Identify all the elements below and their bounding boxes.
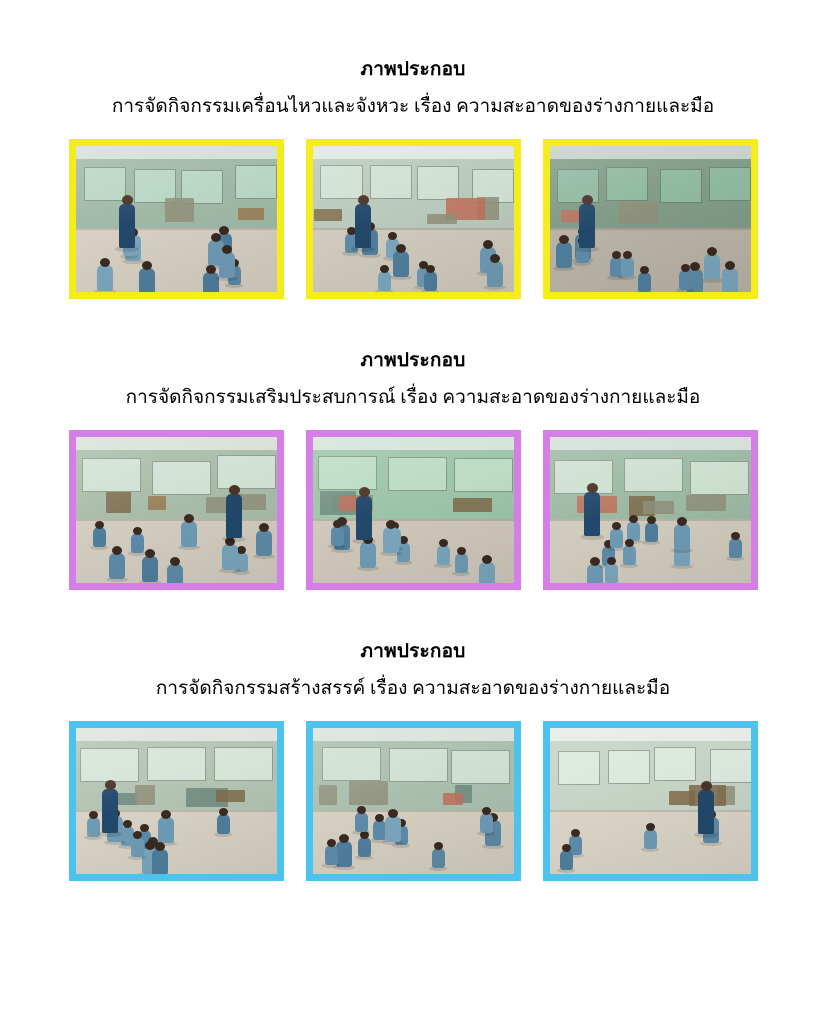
- photo-highlight: [550, 728, 751, 874]
- photo-row: [60, 139, 766, 299]
- photo-highlight: [550, 146, 751, 292]
- photo-frame: [69, 139, 284, 299]
- photo-frame: [543, 721, 758, 881]
- section-movement-rhythm: [60, 56, 766, 299]
- section-subtitle: การจัดกิจกรรมสร้างสรรค์ เรื่อง ความสะอาดของร่างกายและมือ: [155, 677, 671, 699]
- photo-highlight: [76, 437, 277, 583]
- photo-row: [60, 721, 766, 881]
- photo-image: [550, 728, 751, 874]
- photo-highlight: [550, 437, 751, 583]
- photo-image: [76, 146, 277, 292]
- photo-frame: [306, 721, 521, 881]
- photo-image: [76, 728, 277, 874]
- section-creative: [60, 638, 766, 881]
- photo-image: [550, 146, 751, 292]
- section-subtitle: การจัดกิจกรรมเครื่อนไหวและจังหวะ เรื่อง ความสะอาดของร่างกายและมือ: [111, 95, 715, 117]
- photo-image: [313, 728, 514, 874]
- photo-image: [76, 437, 277, 583]
- photo-frame: [69, 430, 284, 590]
- photo-image: [550, 437, 751, 583]
- photo-highlight: [313, 728, 514, 874]
- section-experience: [60, 347, 766, 590]
- photo-frame: [306, 430, 521, 590]
- photo-frame: [543, 430, 758, 590]
- section-title: ภาพประกอบ: [360, 641, 466, 662]
- photo-image: [313, 437, 514, 583]
- photo-highlight: [313, 437, 514, 583]
- photo-frame: [543, 139, 758, 299]
- photo-highlight: [76, 146, 277, 292]
- section-title: ภาพประกอบ: [360, 59, 466, 80]
- section-subtitle: การจัดกิจกรรมเสริมประสบการณ์ เรื่อง ความสะอาดของร่างกายและมือ: [125, 386, 701, 408]
- photo-frame: [306, 139, 521, 299]
- photo-row: [60, 430, 766, 590]
- photo-frame: [69, 721, 284, 881]
- section-title: ภาพประกอบ: [360, 350, 466, 371]
- photo-highlight: [76, 728, 277, 874]
- photo-highlight: [313, 146, 514, 292]
- photo-image: [313, 146, 514, 292]
